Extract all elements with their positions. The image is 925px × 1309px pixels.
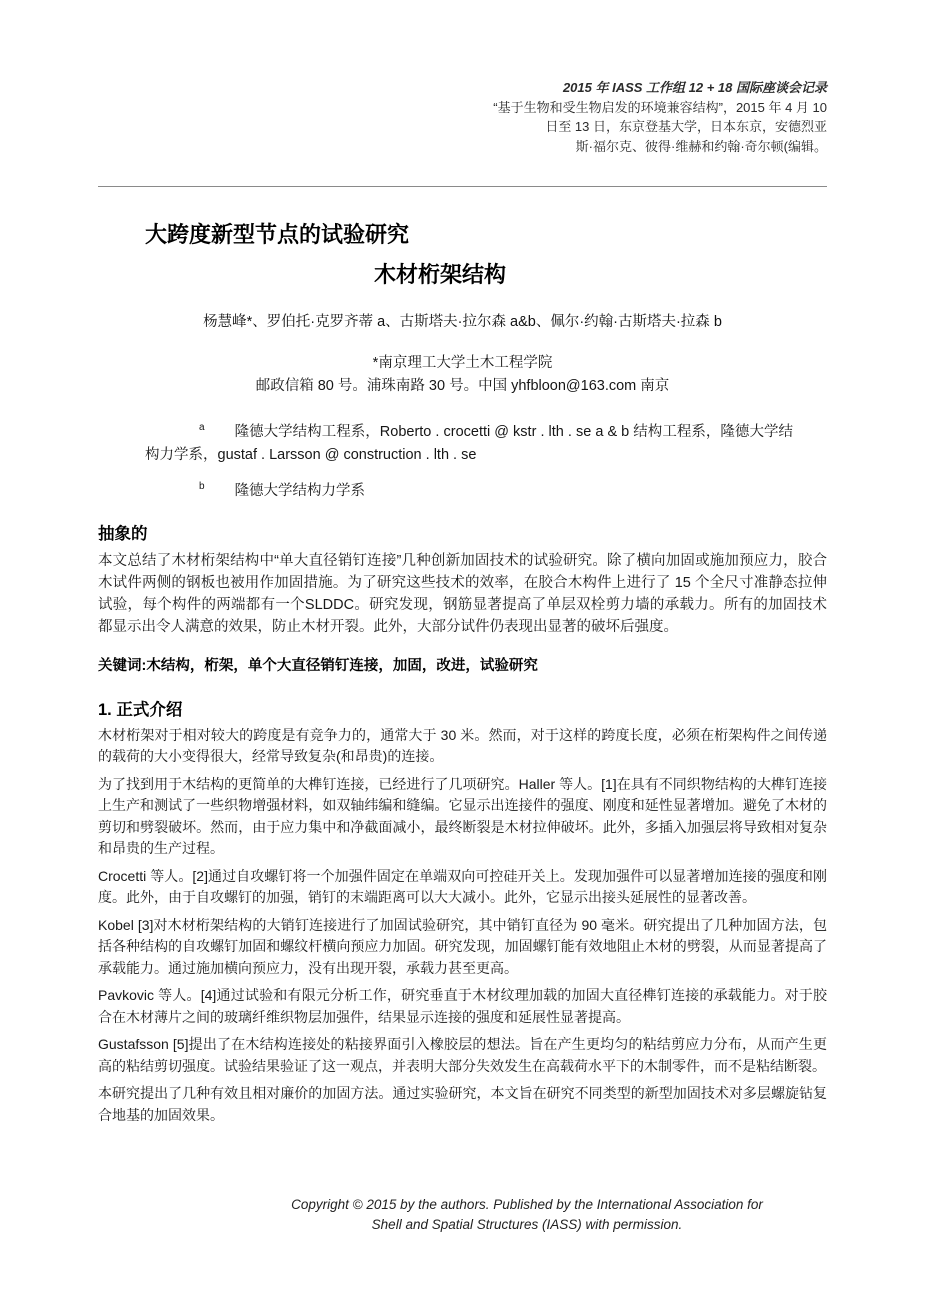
affiliation-a	[145, 416, 793, 467]
header-divider	[98, 186, 827, 187]
intro-paragraph: Crocetti 等人。[2]通过自攻螺钉将一个加强件固定在单端双向可控硅开关上。发现加强件可以显著增加连接的强度和刚度。此外，由于自攻螺钉的加强，销钉的末端距离可以大大减小。此外，它显示出接头延展性的显著改善。	[98, 867, 827, 906]
conference-header-line: 2015 年 IASS 工作组 12 + 18 国际座谈会记录	[562, 80, 827, 95]
abstract-heading: 抽象的	[98, 524, 148, 543]
affiliation-star-line2: 邮政信箱 80 号。浦珠南路 30 号。中国 yhfbloon@163.com 南京	[255, 378, 670, 394]
copyright-footer-line1: Copyright © 2015 by the authors. Published by the International Association for	[291, 1197, 763, 1212]
abstract-body: 本文总结了木材桁架结构中“单大直径销钉连接”几种创新加固技术的试验研究。除了横向加固或施加预应力，胶合木试件两侧的钢板也被用作加固措施。为了研究这些技术的效率，在胶合木构件上进行了 15 个全尺寸准静态拉伸试验，每个构件的两端都有一个SLDDC。研究发现，钢筋显著提高了单层双栓剪力墙的承载力。所有的加固技术都显示出令人满意的效果，防止木材开裂。此外，大部分试件仍表现出显著的破坏后强度。	[98, 552, 827, 635]
conference-header-line: 日至 13 日，东京登基大学，日本东京，安德烈亚	[545, 119, 827, 134]
intro-paragraph: Kobel [3]对木材桁架结构的大销钉连接进行了加固试验研究，其中销钉直径为 90 毫米。研究提出了几种加固方法，包括各种结构的自攻螺钉加固和螺纹杆横向预应力加固。研究发现，加固螺钉能有效地阻止木材的劈裂，从而显著提高了承载能力。通过施加横向预应力，没有出现开裂，承载力甚至更高。	[98, 916, 827, 976]
paper-title-line2: 木材桁架结构	[374, 262, 507, 287]
affiliation-star-line1: *南京理工大学土木工程学院	[372, 355, 553, 371]
intro-paragraph: 本研究提出了几种有效且相对廉价的加固方法。通过实验研究，本文旨在研究不同类型的新型加固技术对多层螺旋钻复合地基的加固效果。	[98, 1085, 827, 1123]
affiliation-a-text: 隆德大学结构工程系，Roberto . crocetti @ kstr . lth . se a & b 结构工程系，隆德大学结构力学系，gustaf . Larsson @ construction . lth . se	[145, 423, 793, 463]
affiliation-b-marker: b	[199, 480, 205, 492]
paper-title	[98, 221, 827, 288]
affiliation-star	[98, 352, 827, 398]
intro-paragraph: Pavkovic 等人。[4]通过试验和有限元分析工作，研究垂直于木材纹理加载的加固大直径榫钉连接的承载能力。对于胶合在木材薄片之间的玻璃纤维织物层加强件，结果显示连接的强度和延展性显著提高。	[98, 987, 827, 1025]
conference-header-line: 斯·福尔克、彼得·维赫和约翰·奇尔顿(编辑。	[575, 138, 827, 154]
intro-paragraph: 为了找到用于木结构的更简单的大榫钉连接，已经进行了几项研究。Haller 等人。[1]在具有不同织物结构的大榫钉连接上生产和测试了一些织物增强材料，如双轴纬编和缝编。它显示出连接件的强度、刚度和延性显著增加。避免了木材的剪切和劈裂破坏。然而，由于应力集中和净截面减小，最终断裂是木材拉伸破坏。此外，多插入加强层将导致相对复杂和昂贵的生产过程。	[98, 775, 827, 857]
copyright-footer	[227, 1195, 827, 1235]
affiliation-b	[145, 475, 793, 503]
paper-title-line1: 大跨度新型节点的试验研究	[145, 222, 410, 247]
introduction-heading: 1. 正式介绍	[98, 700, 183, 719]
keywords-line: 关键词:木结构，桁架，单个大直径销钉连接，加固，改进，试验研究	[98, 657, 538, 674]
conference-header-line: “基于生物和受生物启发的环境兼容结构”，2015 年 4 月 10	[493, 99, 827, 115]
affiliation-a-marker: a	[199, 422, 205, 433]
intro-paragraph: Gustafsson [5]提出了在木结构连接处的粘接界面引入橡胶层的想法。旨在产生更均匀的粘结剪应力分布，从而产生更高的粘结剪切强度。试验结果验证了这一观点，并表明大部分失效发生在高载荷水平下的木制零件，而不是粘结断裂。	[98, 1036, 827, 1074]
authors-line: 杨慧峰*、罗伯托·克罗齐蒂 a、古斯塔夫·拉尔森 a&b、佩尔·约翰·古斯塔夫·拉森 b	[203, 314, 722, 330]
copyright-footer-line2: Shell and Spatial Structures (IASS) with permission.	[371, 1217, 683, 1232]
intro-paragraph: 木材桁架对于相对较大的跨度是有竞争力的，通常大于 30 米。然而，对于这样的跨度长度，必须在桁架构件之间传递的载荷的大小变得很大，经常导致复杂(和昂贵)的连接。	[98, 726, 827, 765]
affiliation-b-text: 隆德大学结构力学系	[234, 482, 366, 499]
conference-header	[98, 0, 827, 156]
